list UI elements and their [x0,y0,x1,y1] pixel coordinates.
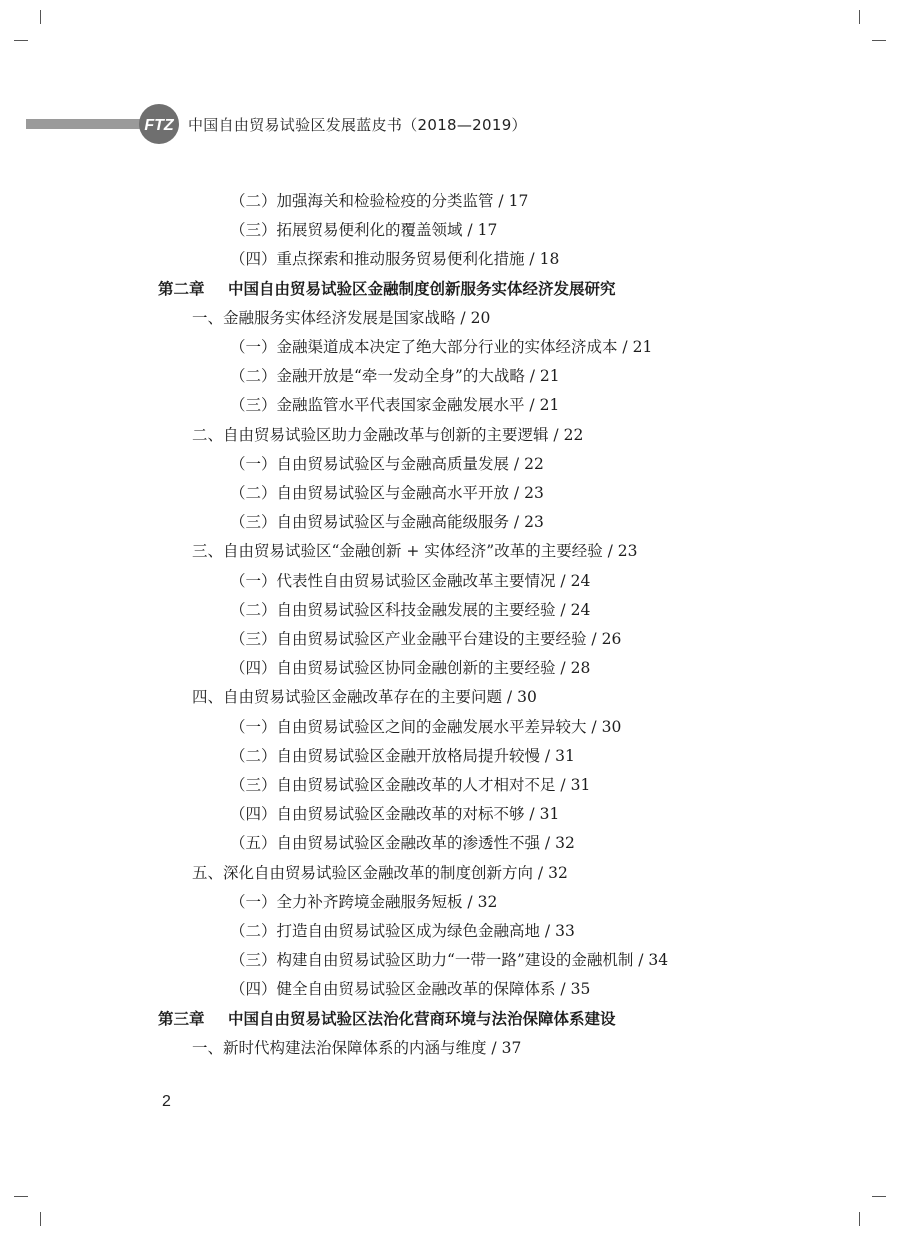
toc-subsection: （三）金融监管水平代表国家金融发展水平 / 21 [230,396,560,415]
toc-subsection: （三）自由贸易试验区与金融高能级服务 / 23 [230,513,544,532]
toc-section: 三、自由贸易试验区“金融创新 + 实体经济”改革的主要经验 / 23 [192,542,638,561]
toc-subsection: （四）健全自由贸易试验区金融改革的保障体系 / 35 [230,980,591,999]
crop-mark [859,10,860,24]
crop-mark [14,1196,28,1197]
chapter-number: 第二章 [158,279,205,298]
crop-mark [14,40,28,41]
chapter-title: 中国自由贸易试验区金融制度创新服务实体经济发展研究 [228,279,616,298]
toc-subsection: （一）代表性自由贸易试验区金融改革主要情况 / 24 [230,571,591,590]
toc-subsection: （一）金融渠道成本决定了绝大部分行业的实体经济成本 / 21 [230,338,653,356]
toc-subsection: （五）自由贸易试验区金融改革的渗透性不强 / 32 [230,834,575,853]
toc-section: 四、自由贸易试验区金融改革存在的主要问题 / 30 [192,688,537,707]
toc-chapter [158,278,616,300]
toc-subsection: （二）打造自由贸易试验区成为绿色金融高地 / 33 [230,922,575,940]
toc-section: 二、自由贸易试验区助力金融改革与创新的主要逻辑 / 22 [192,425,584,444]
crop-mark [40,10,41,24]
running-header [0,100,900,150]
toc-section: 一、金融服务实体经济发展是国家战略 / 20 [192,308,491,327]
toc-subsection: （三）自由贸易试验区产业金融平台建设的主要经验 / 26 [230,630,622,648]
crop-mark [872,1196,886,1197]
page-number: 2 [162,1093,171,1110]
toc-subsection: （四）重点探索和推动服务贸易便利化措施 / 18 [230,250,560,269]
toc-subsection: （一）全力补齐跨境金融服务短板 / 32 [230,892,498,911]
toc-subsection: （三）自由贸易试验区金融改革的人才相对不足 / 31 [230,776,591,794]
toc-subsection: （二）金融开放是“牵一发动全身”的大战略 / 21 [230,367,560,386]
series-title: 中国自由贸易试验区发展蓝皮书（2018—2019） [188,116,527,134]
toc-section: 五、深化自由贸易试验区金融改革的制度创新方向 / 32 [192,863,568,882]
ftz-logo [138,103,180,145]
toc-subsection: （三）构建自由贸易试验区助力“一带一路”建设的金融机制 / 34 [230,951,669,970]
toc-subsection: （二）自由贸易试验区金融开放格局提升较慢 / 31 [230,746,575,765]
toc-subsection: （二）自由贸易试验区科技金融发展的主要经验 / 24 [230,600,591,619]
chapter-number: 第三章 [158,1009,205,1028]
toc-chapter [158,1008,616,1030]
toc-subsection: （四）自由贸易试验区协同金融创新的主要经验 / 28 [230,659,591,678]
toc-subsection: （二）加强海关和检验检疫的分类监管 / 17 [230,192,529,210]
crop-mark [40,1212,41,1226]
chapter-title: 中国自由贸易试验区法治化营商环境与法治保障体系建设 [228,1009,616,1028]
toc-subsection: （四）自由贸易试验区金融改革的对标不够 / 31 [230,805,560,824]
logo-text: FTZ [144,117,174,134]
toc-subsection: （二）自由贸易试验区与金融高水平开放 / 23 [230,484,544,502]
toc-subsection: （一）自由贸易试验区与金融高质量发展 / 22 [230,454,544,473]
crop-mark [872,40,886,41]
header-bar [26,119,148,129]
crop-mark [859,1212,860,1226]
toc-section: 一、新时代构建法治保障体系的内涵与维度 / 37 [192,1038,522,1057]
toc-subsection: （一）自由贸易试验区之间的金融发展水平差异较大 / 30 [230,717,622,736]
toc-subsection: （三）拓展贸易便利化的覆盖领域 / 17 [230,221,498,240]
